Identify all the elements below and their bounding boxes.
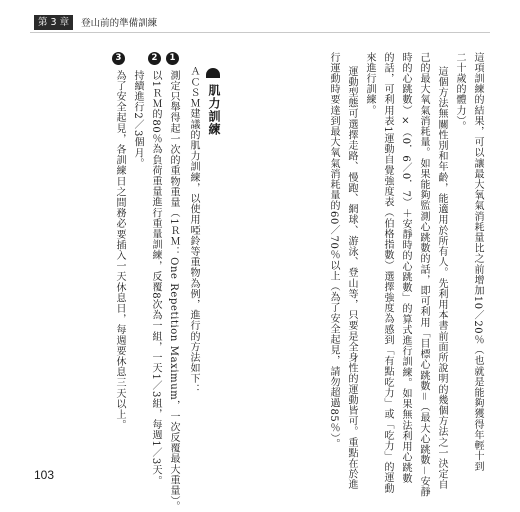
list-number-badge: 1 — [166, 52, 179, 65]
text-line: 來進行訓練。 — [364, 52, 375, 116]
section-heading: 肌力訓練 — [207, 84, 221, 136]
header-divider — [30, 32, 490, 33]
text-line: 持續進行2／3個月。 — [132, 70, 143, 169]
text-line: 以1ＲＭ的80％為負荷重量進行重量訓練，反覆8次為一組，一天1／3組，每週1／3天。 — [150, 70, 161, 487]
text-line: 行運動時要達到最大氧氣消耗量的60／70％以上（為了安全起見，請勿超過85％）。 — [328, 52, 339, 450]
text-line: 這個方法無關性別和年齡，能適用於所有人。先利用本書前面所說明的幾個方法之一決定自 — [436, 66, 447, 490]
text-line: 的話，可利用表1運動自覺強度表（伯格指數）選擇強度為感到「有點吃力」或「吃力」的運動 — [382, 52, 393, 494]
page-header — [34, 12, 157, 32]
text-line: 為了安全起見，各訓練日之間務必要插入一天休息日，每週要休息三天以上。 — [114, 70, 125, 431]
chapter-title: 登山前的準備訓練 — [81, 18, 158, 29]
list-number-badge: 3 — [112, 52, 125, 65]
text-line: ＡＣＳＭ建議的肌力訓練，以使用啞鈴等重物為例，進行的方法如下： — [188, 66, 199, 395]
text-line: 這項訓練的結果，可以讓最大氧氣消耗量比之前增加10／20％（也就是能夠獲得年輕十到 — [472, 52, 483, 473]
list-number-badge: 2 — [148, 52, 161, 65]
text-line: 己的最大氧氣消耗量。如果能夠監測心跳數的話，即可利用「目標心跳數＝（最大心跳數－安靜 — [418, 52, 429, 498]
text-line: 運動型態可選擇走路、慢跑、網球、游泳、登山等，只要是全身性的運動皆可。重點在於進 — [346, 66, 357, 490]
page-number: 103 — [34, 468, 55, 482]
text-line: 測定只舉得起一次的重物重量（1ＲＭ：One Repetition Maximum，一次反覆最大重量）。 — [168, 70, 179, 512]
text-line: 時的心跳數）×（0．6／0．7）＋安靜時的心跳數」的算式進行訓練。如果無法利用心跳數 — [400, 52, 411, 484]
chapter-label: 第 3 章 — [34, 15, 73, 30]
text-line: 二十歲的體力）。 — [454, 52, 465, 132]
section-heading-marker — [206, 68, 220, 78]
